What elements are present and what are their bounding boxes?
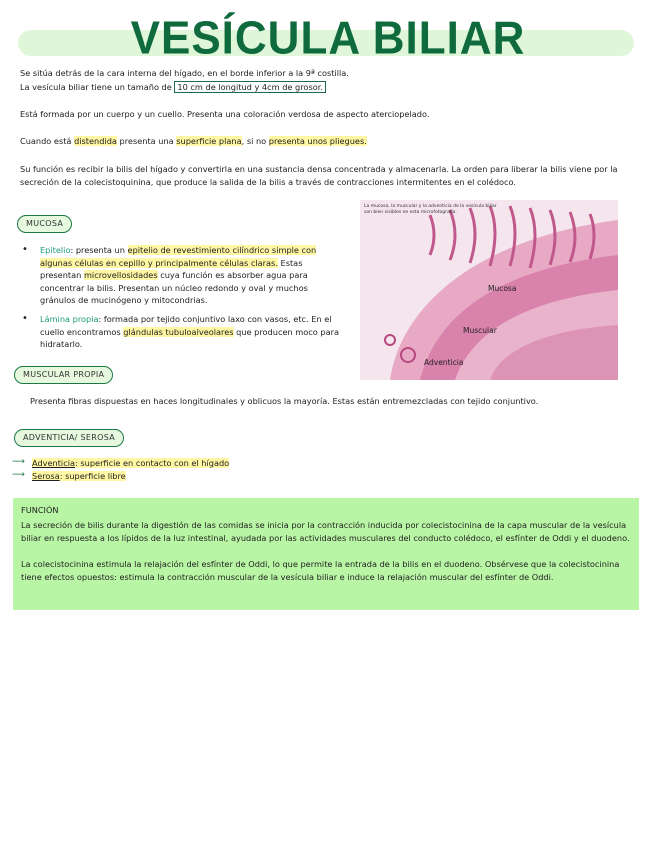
intro-line-5: Su función es recibir la bilis del hígado y convertirla en una sustancia densa concentrada y almacenarla. La orden para liberar la bilis viene por la secreción de la colecistoquinina, que produce la salida de la bilis a través de contracciones intermitentes en el colédoco. [20,164,618,187]
glandulas-highlight: glándulas tubuloalveolares [123,326,234,337]
label-mucosa: Mucosa [488,284,517,293]
funcion-paragraph-2: La colecistocinina estimula la relajación del esfínter de Oddi, lo que permite la entrada de la bilis en el duodeno. Obsérvese que la colecistocinina tiene efectos opuestos: estimula la contracción muscular de la vesícula biliar e induce la relajación muscular del esfínter de Oddi. [21,559,620,582]
funcion-box [13,498,639,610]
section-adventicia-label: ADVENTICIA/ SEROSA [14,429,124,447]
section-mucosa-label: MUCOSA [17,215,72,233]
intro-line-2 [20,81,640,94]
lamina-term: Lámina propia [40,314,99,324]
serosa-item [32,470,126,483]
epitelio-text-1: : presenta un [70,245,128,255]
serosa-term: Serosa [32,471,60,481]
lamina-text-2: que producen moco para hidratarlo. [40,326,339,349]
hl-pliegues: presenta unos pliegues. [268,136,367,146]
hl-distendida: distendida [74,136,117,146]
epitelio-text-2: Estas presentan [40,257,303,280]
intro-line-4-c: , si no [241,136,269,146]
serosa-text: : superficie libre [59,471,126,481]
hl-superficie-plana: superficie plana [176,136,242,146]
adventicia-term: Adventicia [32,458,76,468]
intro-line-3: Está formada por un cuerpo y un cuello. Presenta una coloración verdosa de aspecto aterciopelado. [20,109,430,119]
intro-line-4-a: Cuando está [20,136,75,146]
section-muscular-label: MUSCULAR PROPIA [14,366,113,384]
microvellosidades-highlight: microvellosidades [83,270,158,280]
arrow-icon: ⟶ [12,457,25,467]
label-muscular: Muscular [463,326,497,335]
bullet-dot: • [22,244,28,255]
lamina-text-1: : formada por tejido conjuntivo laxo con vasos, etc. En el cuello encontramos [40,314,332,337]
funcion-paragraph-1: La secreción de bilis durante la digestión de las comidas se inicia por la contracción inducida por colecistocinina de la capa muscular de la vesícula biliar en respuesta a los lípidos de la luz intestinal, ayudada por las actividades musculares del conducto colédoco, el esfínter de Oddi y el duodeno. [21,520,630,543]
funcion-heading: FUNCIÓN [21,505,59,515]
micrograph-caption: La mucosa, la muscular y la adventicia de la vesícula biliar son bien visibles en esta microfotografía. [364,204,497,215]
histology-micrograph [360,200,618,380]
epitelio-term: Epitelio [40,245,71,255]
epitelio-highlight: epitelio de revestimiento cilíndrico simple con algunas células en cepillo y principalmente células claras. [40,245,317,268]
intro-line-1: Se sitúa detrás de la cara interna del hígado, en el borde inferior a la 9ª costilla. [20,68,349,78]
muscular-text: Presenta fibras dispuestas en haces longitudinales y oblicuos la mayoría. Estas están entremezcladas con tejido conjuntivo. [30,396,539,406]
size-box: 10 cm de longitud y 4cm de grosor. [174,81,326,93]
arrow-icon: ⟶ [12,470,25,480]
label-adventicia: Adventicia [424,358,464,367]
page-title: VESÍCULA BILIAR [130,12,526,65]
bullet-dot: • [22,313,28,324]
lamina-paragraph [40,313,340,351]
adventicia-text: : superficie en contacto con el hígado [75,458,230,468]
adventicia-item [32,457,229,470]
intro-line-4 [20,135,640,148]
epitelio-paragraph [40,244,340,307]
intro-line-4-b: presenta una [116,136,177,146]
intro-line-2-text: La vesícula biliar tiene un tamaño de [20,82,175,92]
epitelio-text-3: cuya función es absorber agua para concentrar la bilis. Presentan un núcleo redondo y oval y muchos gránulos de mucinógeno y mitocondrias. [40,270,308,305]
